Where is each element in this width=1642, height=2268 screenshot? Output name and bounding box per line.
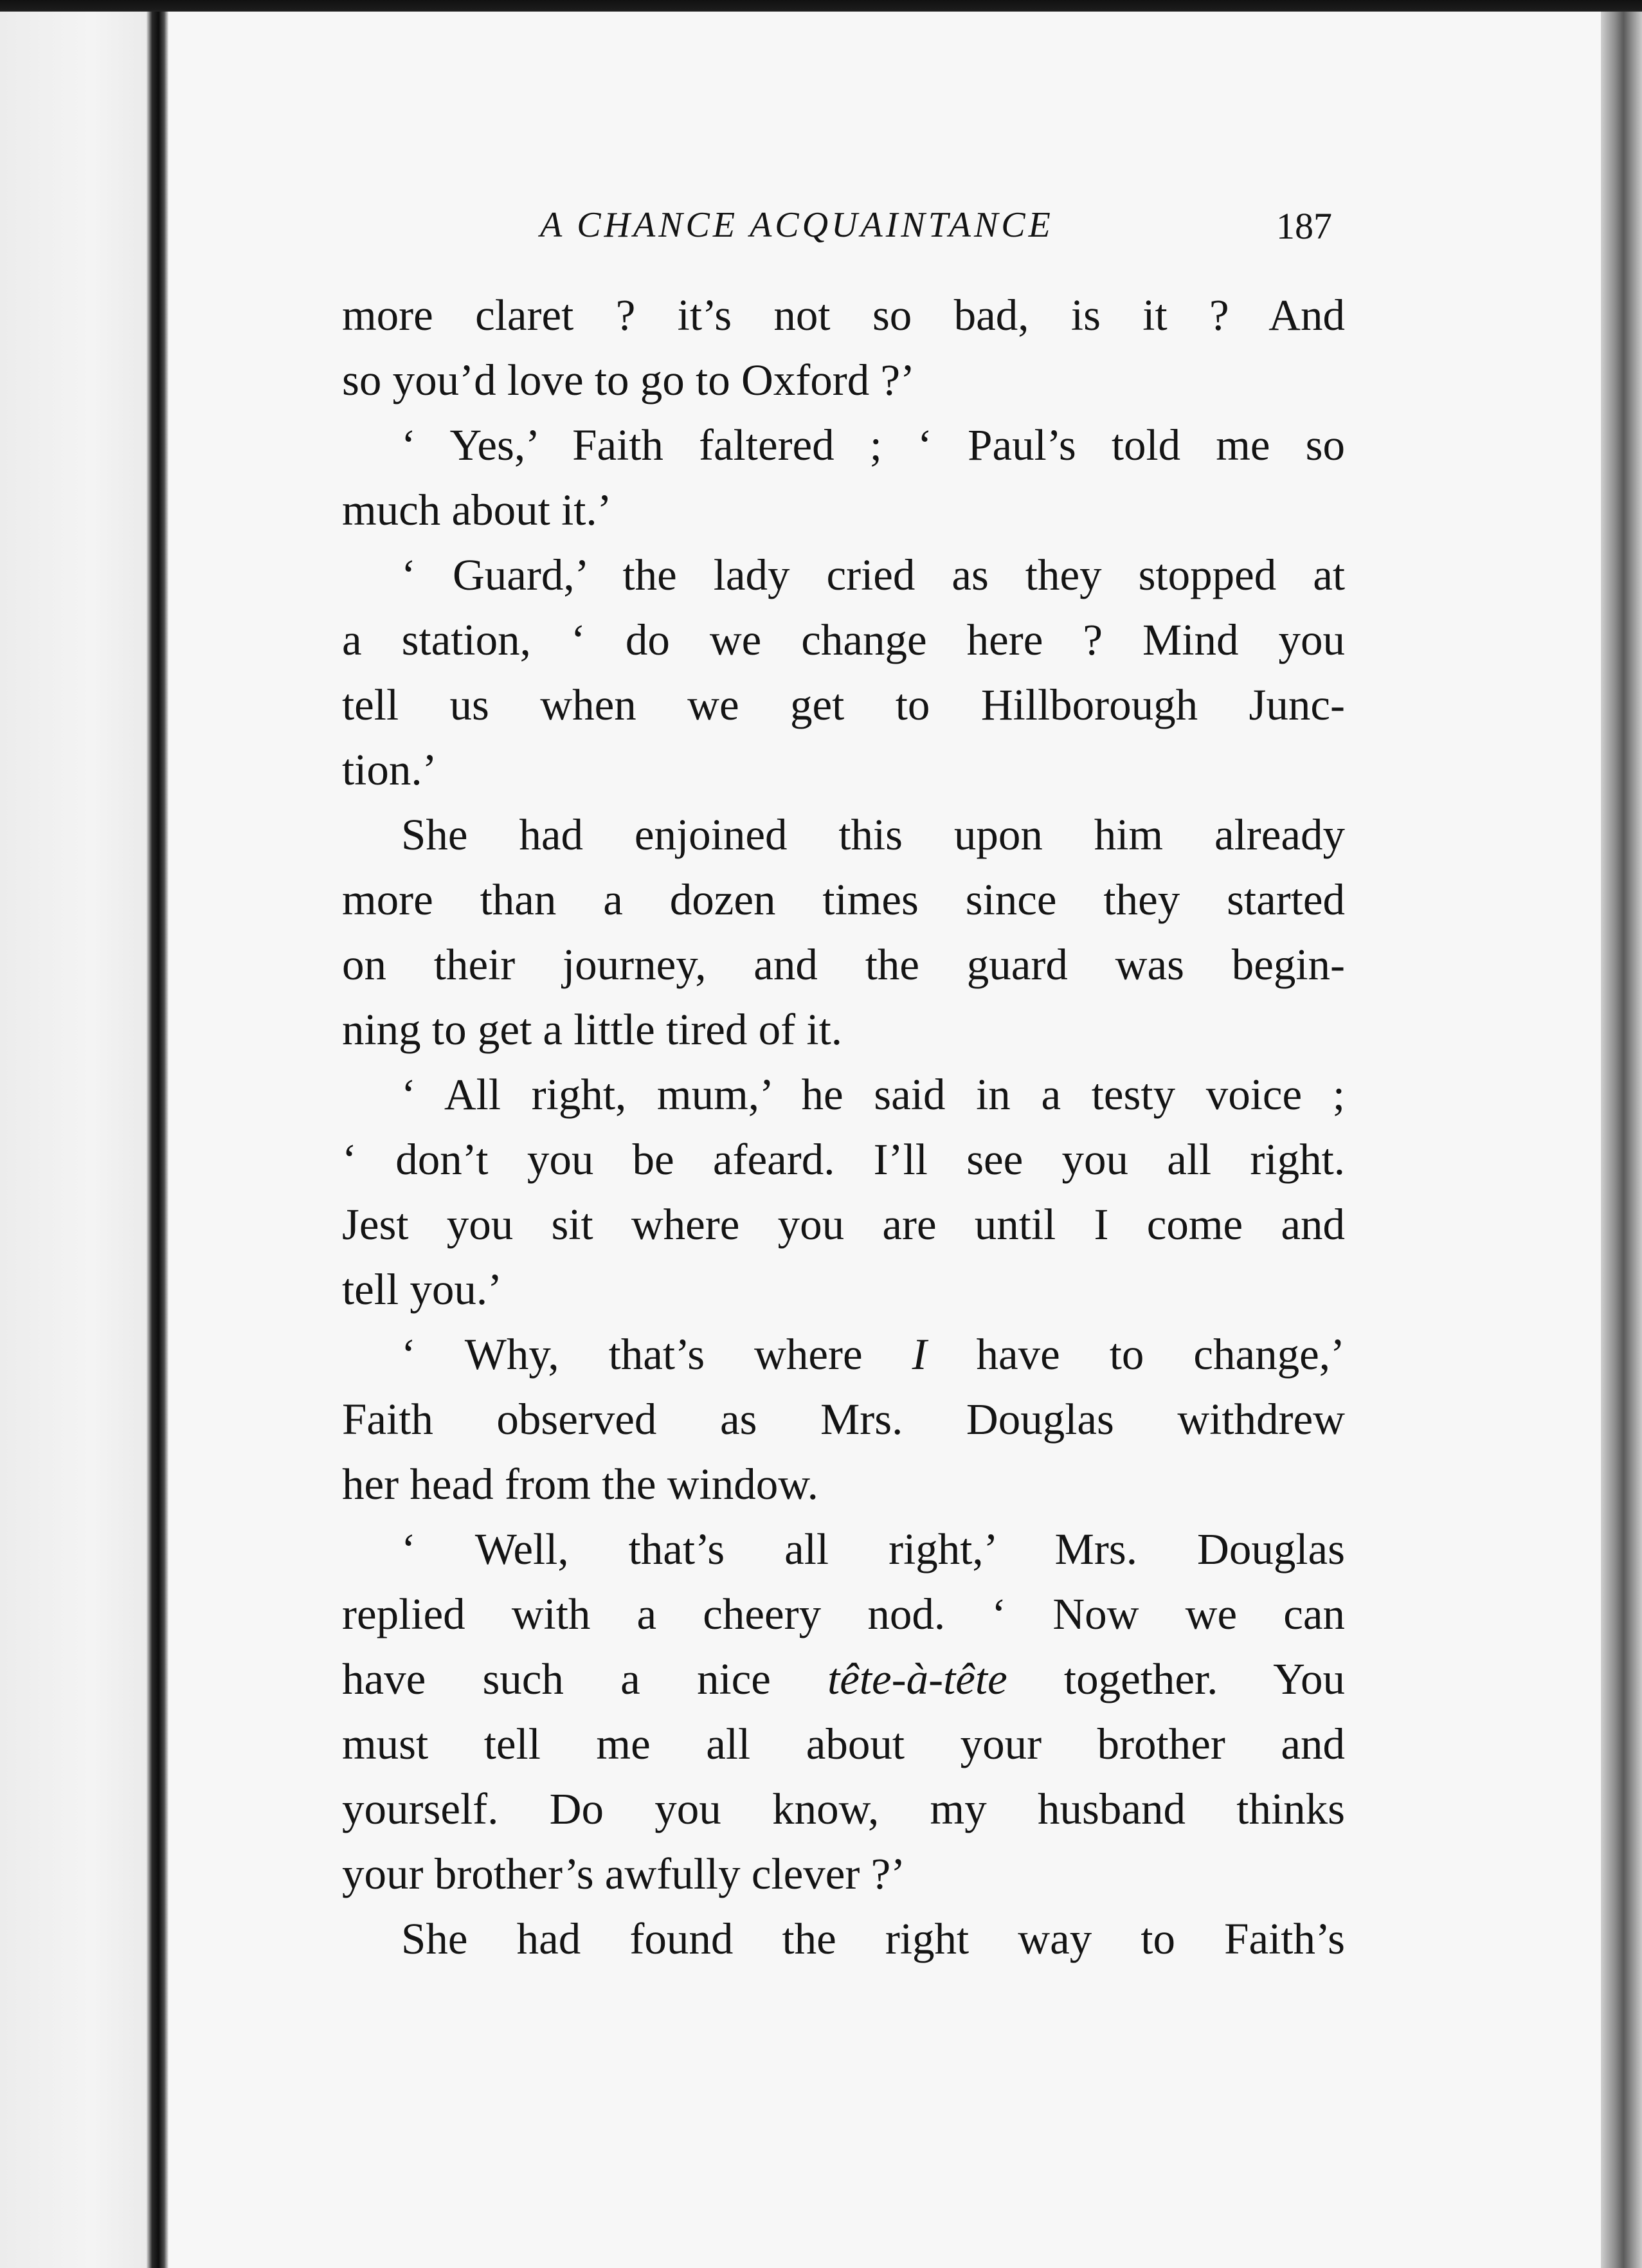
text-line: so you’d love to go to Oxford ?’: [342, 356, 916, 404]
text-segment: together. You: [1007, 1655, 1345, 1703]
text-line: her head from the window.: [342, 1460, 818, 1509]
text-line: [342, 1647, 1345, 1712]
page-fore-edge: [1601, 12, 1642, 2268]
text-line: ning to get a little tired of it.: [342, 1005, 843, 1054]
running-title: A CHANCE ACQUAINTANCE: [540, 205, 1054, 245]
text-line: ‘ Guard,’ the lady cried as they stopped at: [401, 550, 1345, 599]
book-gutter: [147, 12, 168, 2268]
italic-text: I: [912, 1330, 927, 1379]
text-line: ‘ Yes,’ Faith faltered ; ‘ Paul’s told me so: [401, 421, 1345, 469]
text-line: on their journey, and the guard was begin-: [342, 940, 1345, 989]
text-line: more claret ? it’s not so bad, is it ? And: [342, 291, 1345, 340]
text-line: ‘ All right, mum,’ he said in a testy voice ;: [401, 1070, 1345, 1119]
text-line: must tell me all about your brother and: [342, 1719, 1345, 1768]
text-segment: ‘ Why, that’s where: [401, 1330, 912, 1379]
text-line: She had enjoined this upon him already: [401, 810, 1345, 859]
text-line: Faith observed as Mrs. Douglas withdrew: [342, 1395, 1345, 1444]
text-segment: have such a nice: [342, 1655, 828, 1703]
text-line: a station, ‘ do we change here ? Mind you: [342, 615, 1345, 664]
text-line: much about it.’: [342, 485, 612, 534]
text-line: [342, 1322, 1345, 1387]
running-head: [341, 199, 1337, 257]
text-line: your brother’s awfully clever ?’: [342, 1849, 906, 1898]
text-line: ‘ Well, that’s all right,’ Mrs. Douglas: [401, 1525, 1345, 1574]
text-line: yourself. Do you know, my husband thinks: [342, 1784, 1345, 1833]
text-line: replied with a cheery nod. ‘ Now we can: [342, 1590, 1345, 1638]
text-line: more than a dozen times since they started: [342, 875, 1345, 924]
text-line: tell us when we get to Hillborough Junc-: [342, 680, 1345, 729]
italic-text: tête-à-tête: [827, 1655, 1007, 1703]
text-line: tion.’: [342, 745, 437, 794]
text-line: She had found the right way to Faith’s: [401, 1914, 1345, 1963]
page-number: 187: [1276, 205, 1332, 247]
facing-page-edge: [0, 12, 154, 2268]
text-line: Jest you sit where you are until I come and: [342, 1200, 1345, 1249]
text-line: tell you.’: [342, 1265, 503, 1314]
text-segment: have to change,’: [926, 1330, 1345, 1379]
body-text: [342, 283, 1345, 1972]
text-line: ‘ don’t you be afeard. I’ll see you all right.: [342, 1135, 1345, 1184]
